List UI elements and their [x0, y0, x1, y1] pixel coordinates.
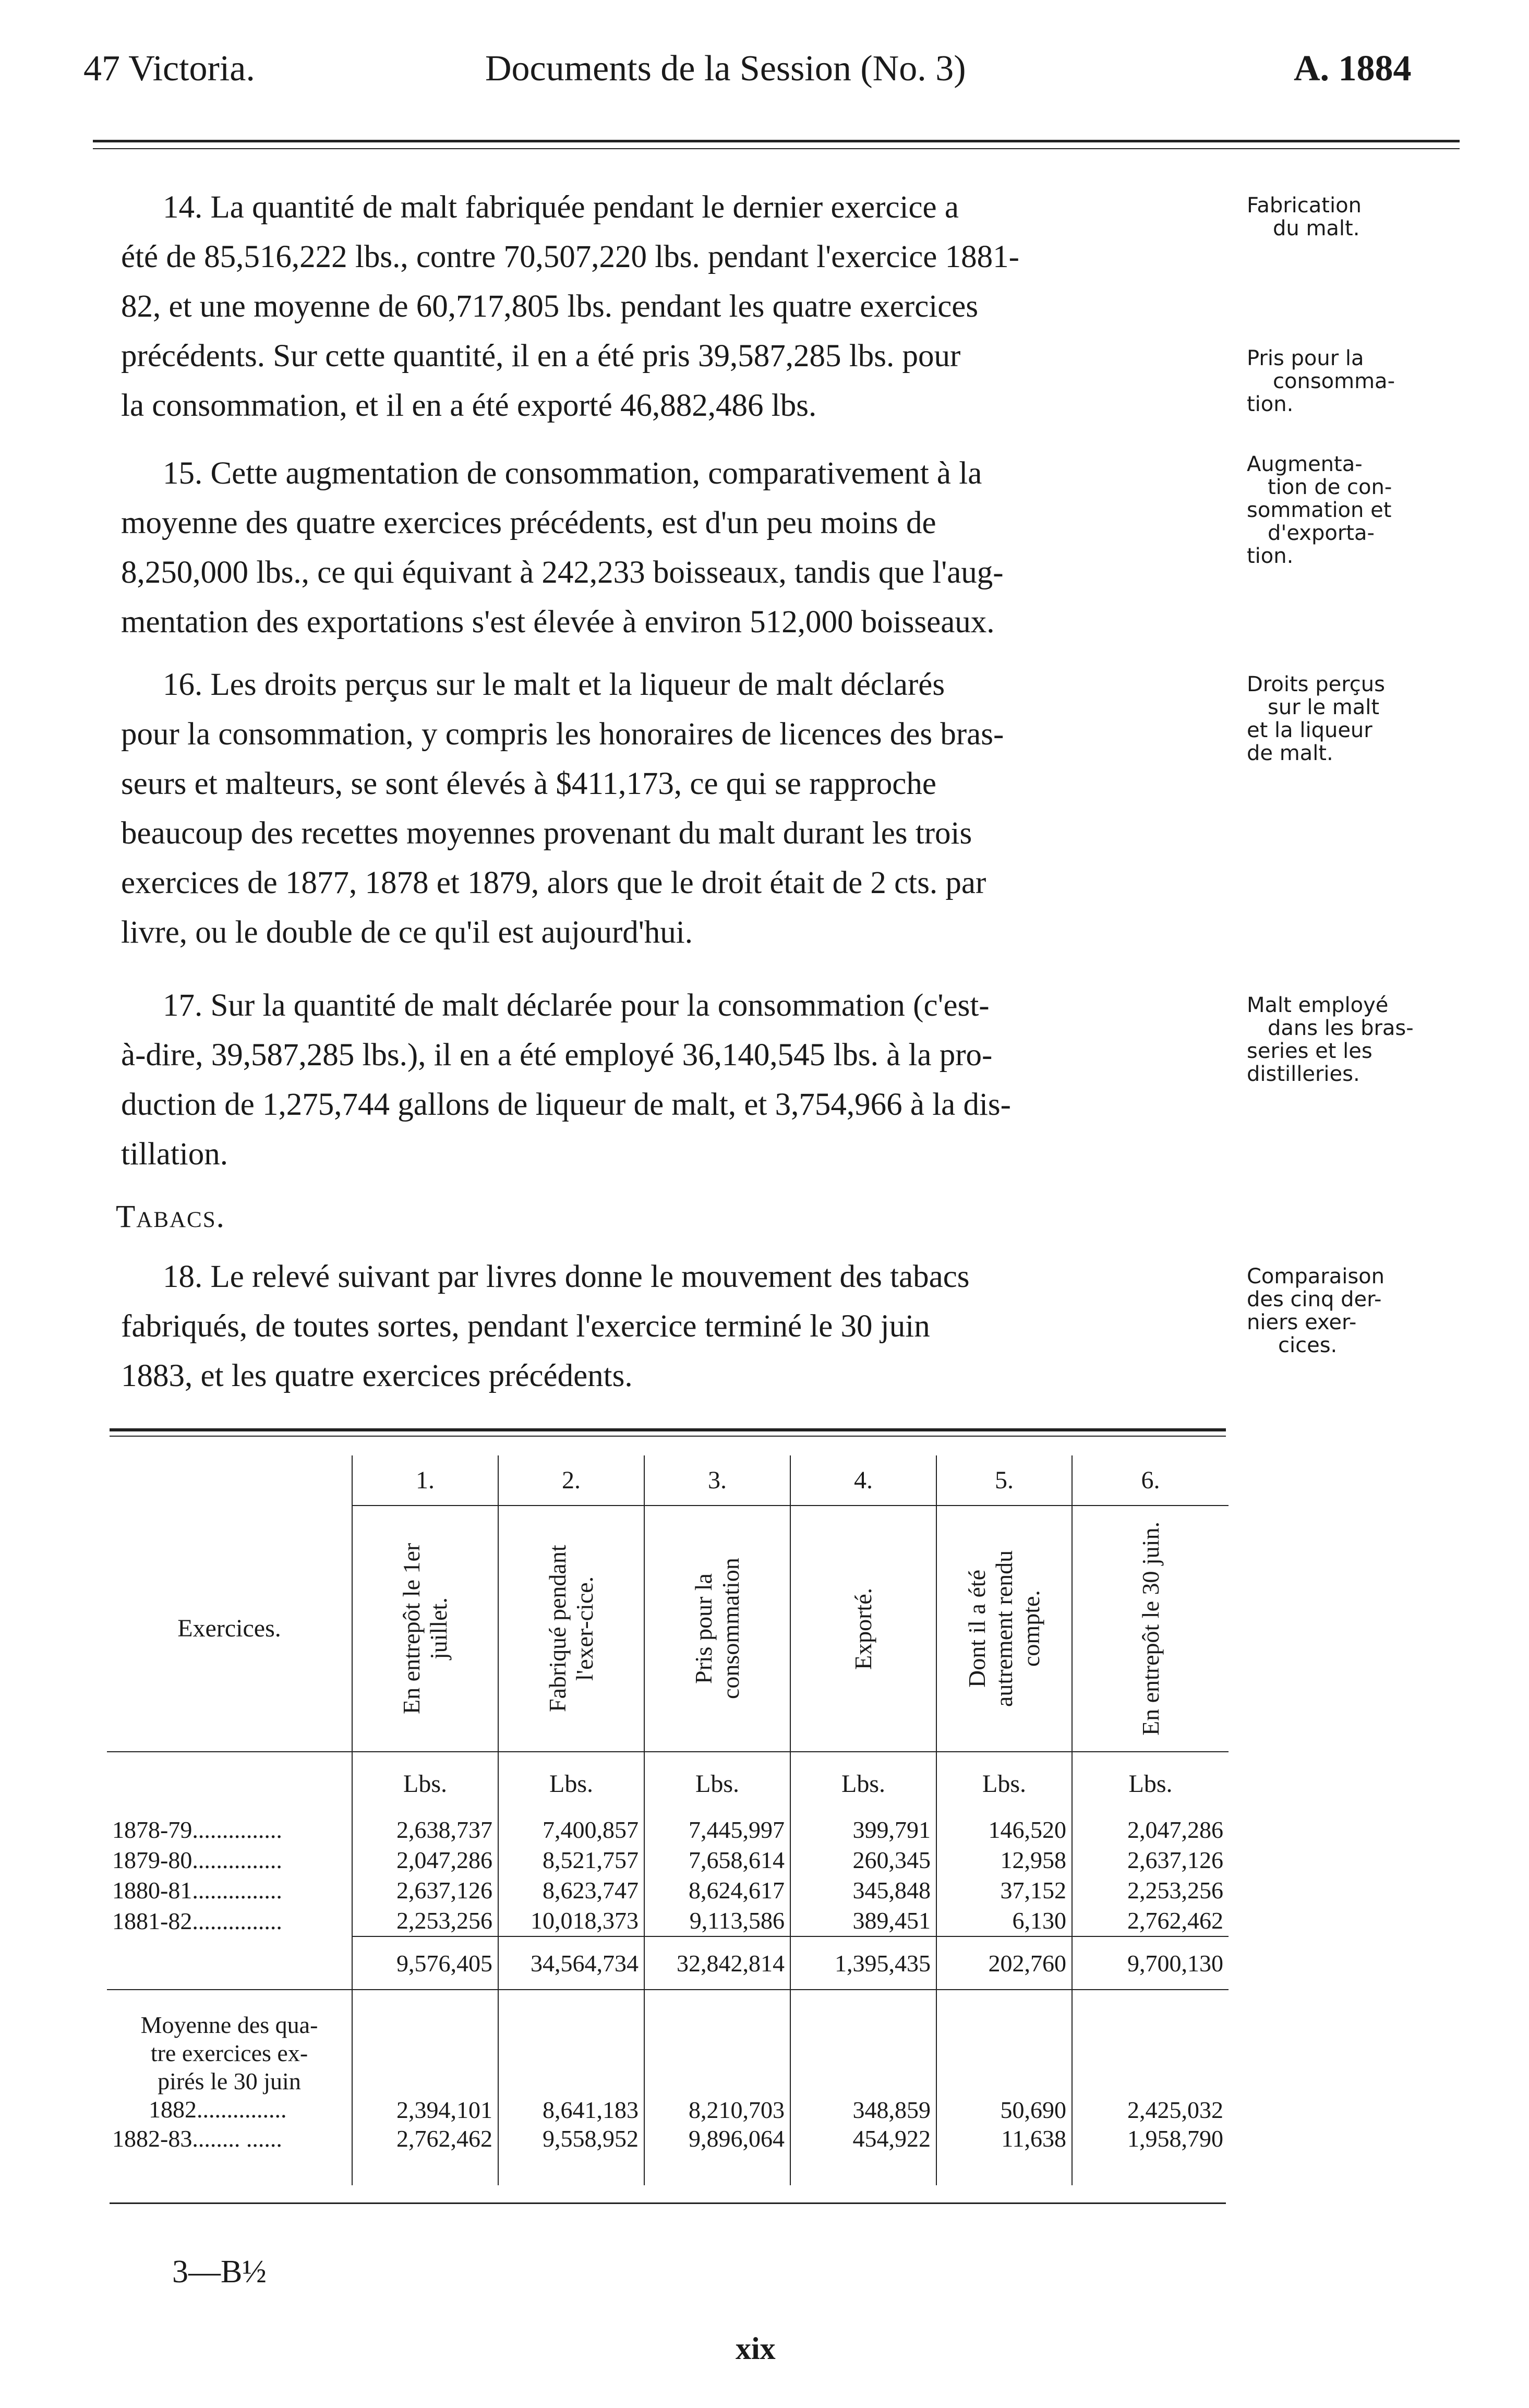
empty-cell: [498, 2154, 644, 2185]
margin-note: [1247, 194, 1466, 240]
column-header-row: [107, 1506, 1229, 1752]
header-rule-bottom: [93, 148, 1460, 149]
column-header: [936, 1506, 1072, 1752]
note-line: tion.: [1247, 544, 1294, 568]
table-cell: 8,210,703: [644, 1990, 790, 2124]
table-cell: 7,445,997: [644, 1815, 790, 1845]
note-line: sommation et: [1247, 498, 1392, 522]
note-line: tion de con-: [1268, 475, 1392, 499]
header-left: 47 Victoria.: [83, 49, 255, 89]
text-line: livre, ou le double de ce qu'il est aujourd'hui.: [121, 915, 693, 950]
table-cell: 50,690: [936, 1990, 1072, 2124]
table-cell: 454,922: [790, 2124, 936, 2154]
note-line: d'exporta-: [1268, 521, 1375, 545]
note-line: distilleries.: [1247, 1062, 1360, 1086]
text-line: mentation des exportations s'est élevée à environ 512,000 boisseaux.: [121, 605, 995, 640]
table-row: [107, 1845, 1229, 1875]
note-line: niers exer-: [1247, 1310, 1357, 1334]
row-label: 1878-79...............: [112, 1816, 282, 1843]
paragraph-18: [121, 1252, 1232, 1401]
unit-label: Lbs.: [936, 1752, 1072, 1815]
table-rule-top: [110, 1428, 1226, 1431]
totals-row: [107, 1936, 1229, 1990]
table-cell: 1,958,790: [1072, 2124, 1229, 2154]
table-cell: 2,638,737: [352, 1815, 498, 1845]
table-cell: 7,400,857: [498, 1815, 644, 1845]
table-cell: 2,047,286: [1072, 1815, 1229, 1845]
header-rule-top: [93, 140, 1460, 142]
empty-cell: [352, 2154, 498, 2185]
column-number: 5.: [936, 1455, 1072, 1506]
note-line: series et les: [1247, 1039, 1373, 1063]
text-line: été de 85,516,222 lbs., contre 70,507,220 lbs. pendant l'exercice 1881-: [121, 239, 1019, 274]
table-row: [107, 1906, 1229, 1936]
row-label: 1880-81...............: [112, 1877, 282, 1904]
table-cell: 2,637,126: [1072, 1845, 1229, 1875]
column-number: 2.: [498, 1455, 644, 1506]
empty-cell: [790, 2154, 936, 2185]
table-cell: 9,558,952: [498, 2124, 644, 2154]
margin-note: [1247, 994, 1466, 1086]
table-cell: 10,018,373: [498, 1906, 644, 1936]
label-line: tre exercices ex-: [150, 2040, 308, 2066]
note-line: Comparaison: [1247, 1265, 1385, 1289]
note-line: Fabrication: [1247, 194, 1362, 218]
text-line: 14. La quantité de malt fabriquée pendant le dernier exercice a: [163, 190, 959, 225]
empty-cell: [644, 2154, 790, 2185]
total-cell: 32,842,814: [644, 1936, 790, 1990]
unit-label: Lbs.: [644, 1752, 790, 1815]
text-line: seurs et malteurs, se sont élevés à $411,173, ce qui se rapproche: [121, 766, 936, 801]
note-line: Pris pour la: [1247, 346, 1364, 370]
margin-note: [1247, 1265, 1466, 1357]
note-line: tion.: [1247, 392, 1294, 416]
column-header: [644, 1506, 790, 1752]
unit-label: Lbs.: [1072, 1752, 1229, 1815]
table-cell: 2,425,032: [1072, 1990, 1229, 2124]
text-line: Tabacs.: [116, 1199, 225, 1234]
margin-note: [1247, 453, 1466, 568]
unit-label: Lbs.: [790, 1752, 936, 1815]
label-line: 1882...............: [149, 2096, 287, 2123]
paragraph-15: [121, 449, 1232, 647]
note-line: du malt.: [1273, 216, 1360, 240]
page-number: xix: [736, 2331, 776, 2366]
empty-cell: [107, 1752, 352, 1815]
table-cell: 8,521,757: [498, 1845, 644, 1875]
text-line: fabriqués, de toutes sortes, pendant l'exercice terminé le 30 juin: [121, 1309, 930, 1344]
table-cell: 8,624,617: [644, 1875, 790, 1906]
unit-row: [107, 1752, 1229, 1815]
empty-cell: [1072, 2154, 1229, 2185]
column-number-row: [107, 1455, 1229, 1506]
table-cell: 2,762,462: [352, 2124, 498, 2154]
table-cell: 2,762,462: [1072, 1906, 1229, 1936]
column-number: 4.: [790, 1455, 936, 1506]
label-line: pirés le 30 juin: [158, 2068, 301, 2094]
column-header-label: Pris pour la consommation: [690, 1558, 744, 1700]
row-label: 1879-80...............: [112, 1847, 282, 1873]
unit-label: Lbs.: [498, 1752, 644, 1815]
label-line: Moyenne des qua-: [140, 2012, 318, 2038]
table-cell: 11,638: [936, 2124, 1072, 2154]
column-header-label: En entrepôt le 30 juin.: [1137, 1521, 1164, 1736]
column-header-label: Dont il a été autrement rendu compte.: [964, 1550, 1044, 1707]
table-rule-bottom: [110, 2202, 1226, 2204]
table-cell: 7,658,614: [644, 1845, 790, 1875]
paragraph-16: [121, 660, 1232, 957]
column-number: 1.: [352, 1455, 498, 1506]
text-line: 82, et une moyenne de 60,717,805 lbs. pendant les quatre exercices: [121, 289, 979, 324]
empty-cell: [107, 2154, 352, 2185]
table-cell: 12,958: [936, 1845, 1072, 1875]
text-line: 16. Les droits perçus sur le malt et la liqueur de malt déclarés: [163, 667, 945, 702]
total-cell: 1,395,435: [790, 1936, 936, 1990]
table-cell: 6,130: [936, 1906, 1072, 1936]
text-line: beaucoup des recettes moyennes provenant du malt durant les trois: [121, 816, 972, 851]
note-line: de malt.: [1247, 741, 1333, 765]
row-label: 1882-83........ ......: [112, 2125, 282, 2152]
text-line: 17. Sur la quantité de malt déclarée pour la consommation (c'est-: [163, 988, 990, 1023]
note-line: sur le malt: [1268, 695, 1380, 719]
column-header: [498, 1506, 644, 1752]
text-line: 15. Cette augmentation de consommation, comparativement à la: [163, 456, 982, 491]
table-cell: 2,047,286: [352, 1845, 498, 1875]
empty-cell: [107, 1936, 352, 1990]
row-header: Exercices.: [107, 1506, 352, 1752]
table-cell: 8,641,183: [498, 1990, 644, 2124]
column-number: 6.: [1072, 1455, 1229, 1506]
table-cell: 2,394,101: [352, 1990, 498, 2124]
header-right: A. 1884: [1294, 49, 1412, 89]
table-cell: 9,896,064: [644, 2124, 790, 2154]
table-row: [107, 1875, 1229, 1906]
table-cell: 345,848: [790, 1875, 936, 1906]
table-row: [107, 2124, 1229, 2154]
note-line: consomma-: [1273, 369, 1395, 393]
note-line: cices.: [1278, 1333, 1338, 1357]
table-cell: 348,859: [790, 1990, 936, 2124]
text-line: 1883, et les quatre exercices précédents.: [121, 1358, 633, 1393]
text-line: précédents. Sur cette quantité, il en a été pris 39,587,285 lbs. pour: [121, 339, 961, 374]
text-line: la consommation, et il en a été exporté 46,882,486 lbs.: [121, 388, 817, 423]
total-cell: 202,760: [936, 1936, 1072, 1990]
empty-cell: [936, 2154, 1072, 2185]
column-header: [352, 1506, 498, 1752]
total-cell: 9,700,130: [1072, 1936, 1229, 1990]
paragraph-14: [121, 183, 1232, 430]
note-line: et la liqueur: [1247, 718, 1373, 742]
text-line: duction de 1,275,744 gallons de liqueur de malt, et 3,754,966 à la dis-: [121, 1087, 1011, 1122]
column-header-label: Exporté.: [850, 1587, 876, 1670]
section-heading-tabacs: [116, 1192, 1227, 1242]
table-cell: 389,451: [790, 1906, 936, 1936]
table-cell: 260,345: [790, 1845, 936, 1875]
table-rule-top-thin: [110, 1436, 1226, 1437]
table-cell: 37,152: [936, 1875, 1072, 1906]
table-cell: 2,253,256: [1072, 1875, 1229, 1906]
column-header: [1072, 1506, 1229, 1752]
column-header: [790, 1506, 936, 1752]
text-line: 8,250,000 lbs., ce qui équivant à 242,233 boisseaux, tandis que l'aug-: [121, 555, 1004, 590]
total-cell: 9,576,405: [352, 1936, 498, 1990]
note-line: Malt employé: [1247, 993, 1389, 1017]
text-line: moyenne des quatre exercices précédents, est d'un peu moins de: [121, 505, 936, 540]
text-line: pour la consommation, y compris les honoraires de licences des bras-: [121, 717, 1004, 752]
average-row: [107, 1990, 1229, 2124]
table-cell: 146,520: [936, 1815, 1072, 1845]
signature-mark: 3—B½: [172, 2254, 267, 2290]
note-line: des cinq der-: [1247, 1287, 1382, 1311]
note-line: Augmenta-: [1247, 452, 1363, 476]
table-row: [107, 1815, 1229, 1845]
total-cell: 34,564,734: [498, 1936, 644, 1990]
text-line: à-dire, 39,587,285 lbs.), il en a été employé 36,140,545 lbs. à la pro-: [121, 1038, 993, 1073]
tobacco-table: [107, 1455, 1229, 2185]
table-cell: 8,623,747: [498, 1875, 644, 1906]
column-header-label: En entrepôt le 1er juillet.: [398, 1543, 452, 1715]
unit-label: Lbs.: [352, 1752, 498, 1815]
header-center: Documents de la Session (No. 3): [485, 49, 966, 89]
note-line: dans les bras-: [1268, 1016, 1414, 1040]
column-number: 3.: [644, 1455, 790, 1506]
empty-cell: [107, 1455, 352, 1506]
margin-note: [1247, 347, 1466, 416]
note-line: Droits perçus: [1247, 672, 1385, 696]
text-line: exercices de 1877, 1878 et 1879, alors que le droit était de 2 cts. par: [121, 865, 986, 900]
text-line: tillation.: [121, 1137, 228, 1172]
table-cell: 2,253,256: [352, 1906, 498, 1936]
row-label: [107, 1990, 352, 2124]
text-line: 18. Le relevé suivant par livres donne le mouvement des tabacs: [163, 1259, 970, 1294]
table-spacer-row: [107, 2154, 1229, 2185]
column-header-label: Fabriqué pendant l'exer-cice.: [544, 1545, 598, 1713]
table-cell: 2,637,126: [352, 1875, 498, 1906]
table-cell: 399,791: [790, 1815, 936, 1845]
row-label: 1881-82...............: [112, 1907, 282, 1934]
paragraph-17: [121, 981, 1232, 1179]
margin-note: [1247, 673, 1466, 765]
table-cell: 9,113,586: [644, 1906, 790, 1936]
